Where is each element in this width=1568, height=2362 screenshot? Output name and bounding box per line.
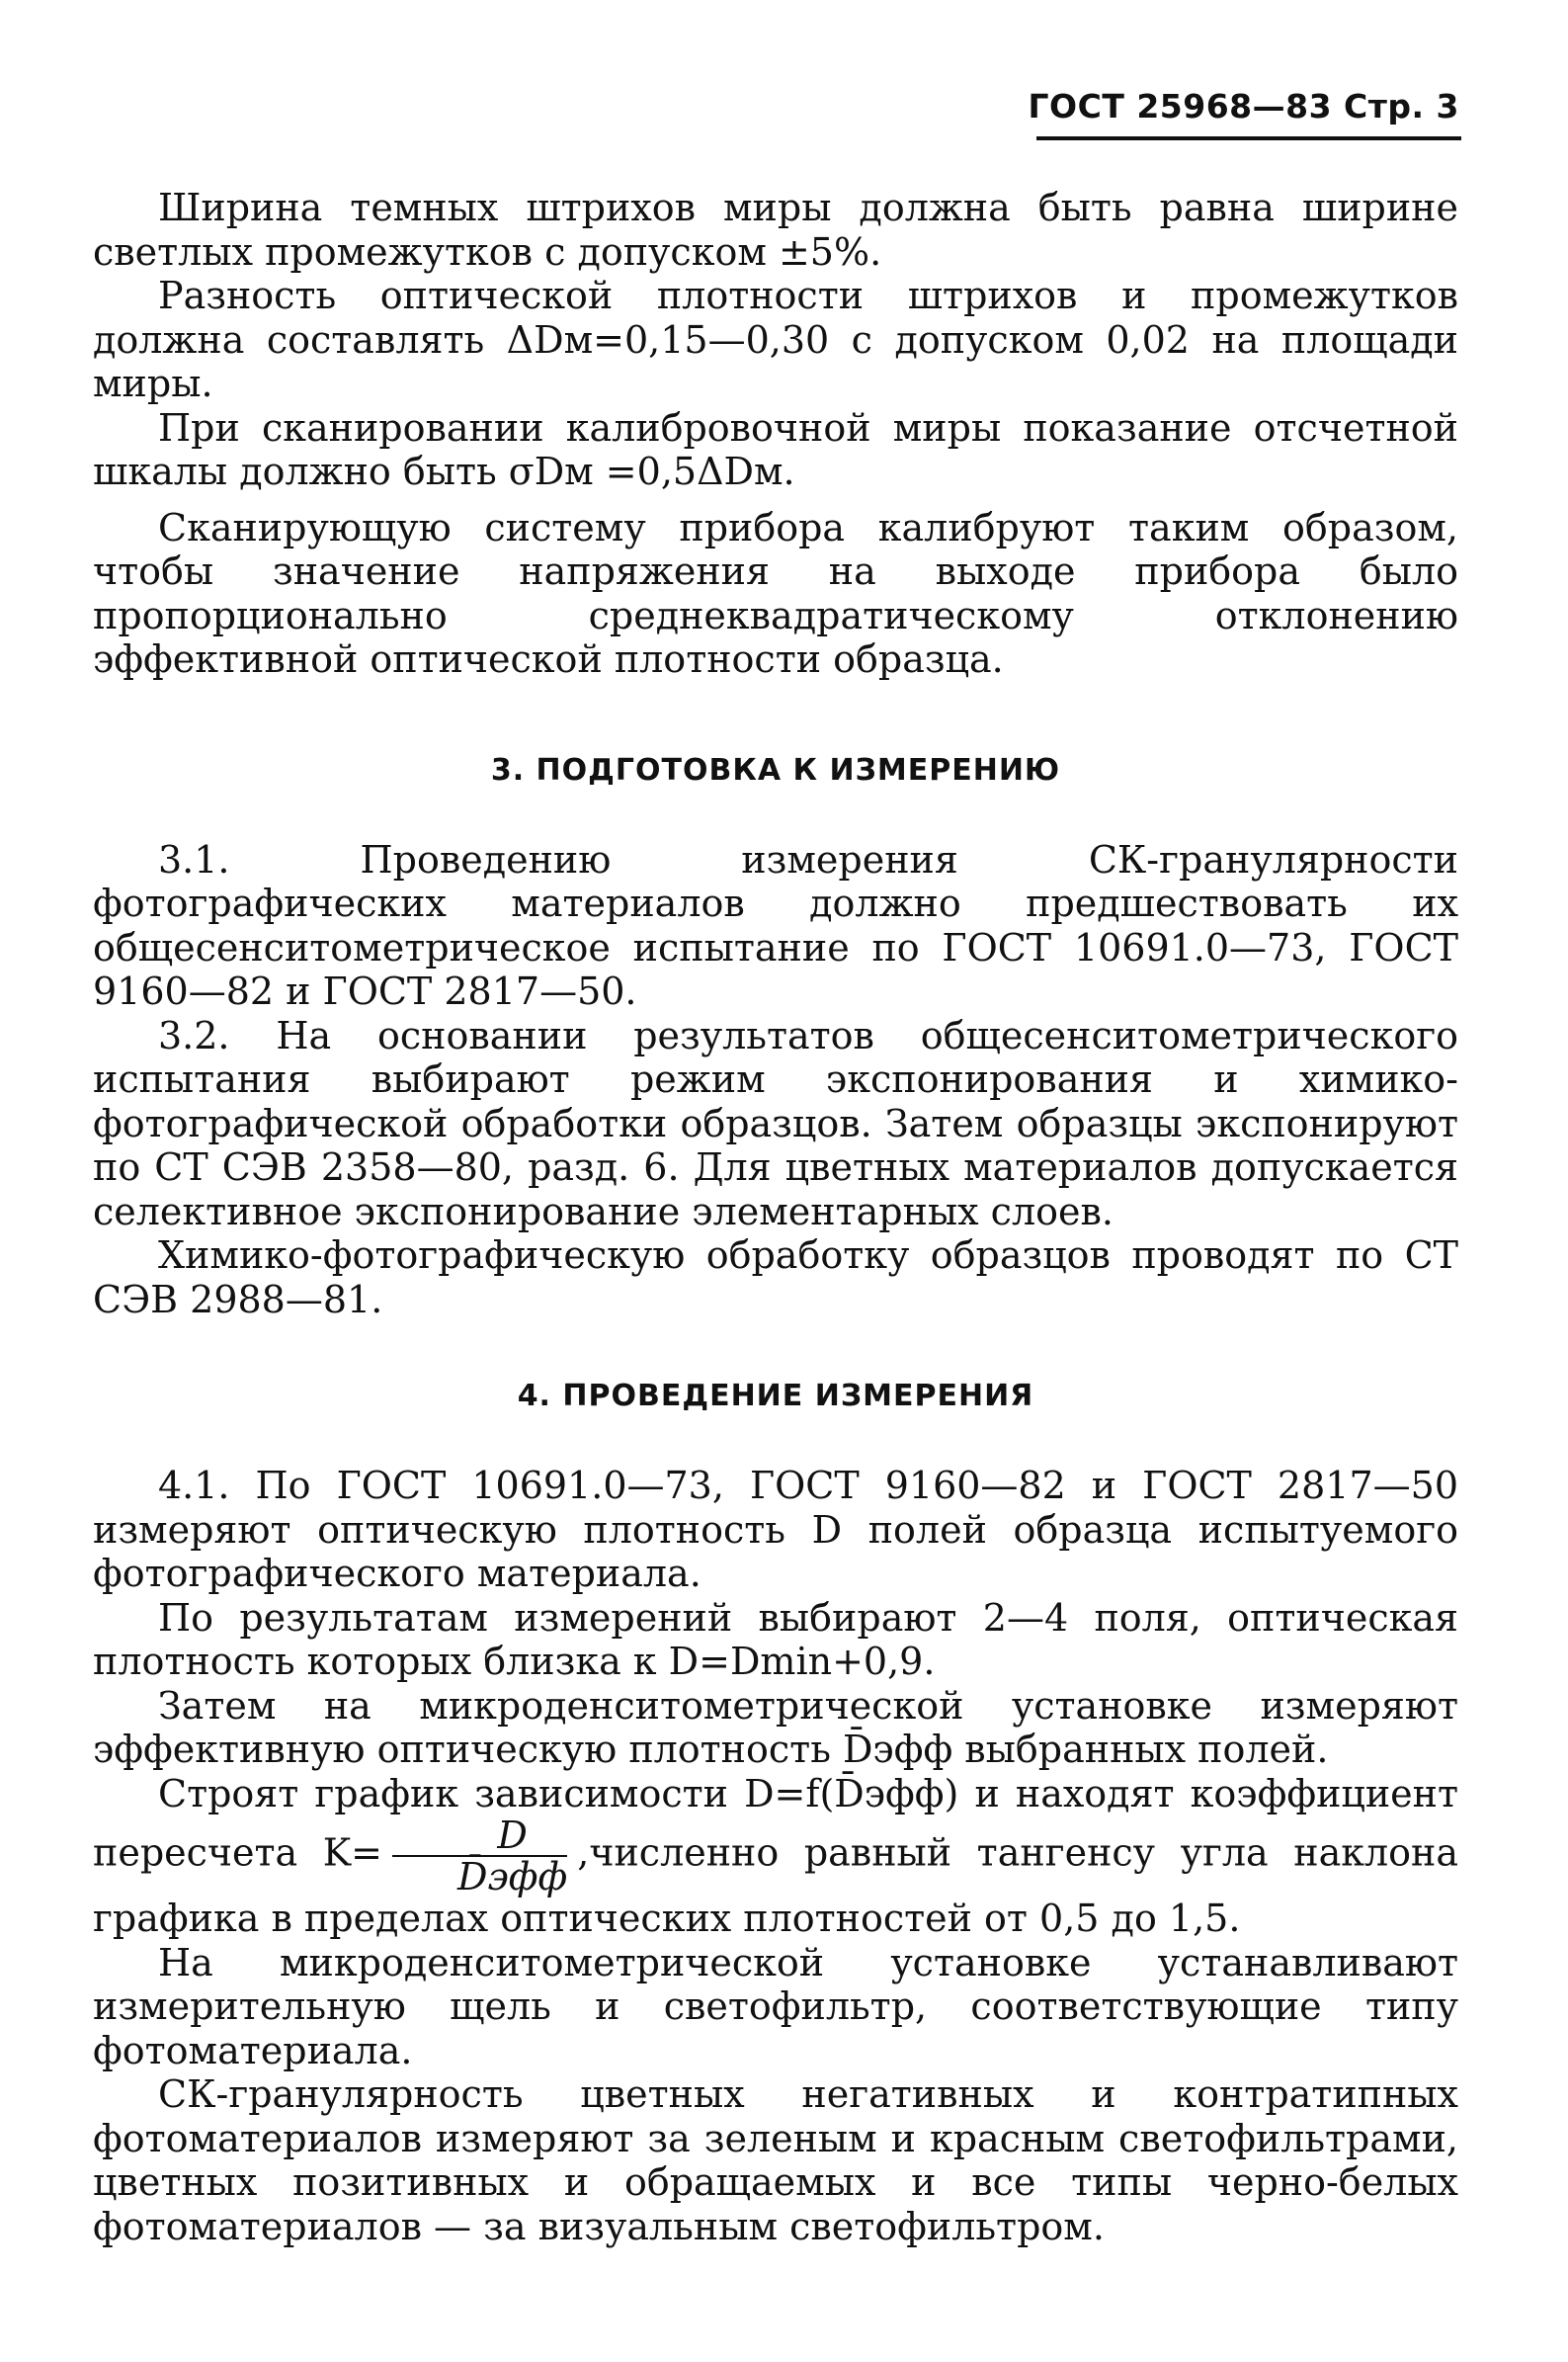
page-label: Стр. 3 — [1344, 87, 1459, 126]
paragraph: Химико-фотографическую обработку образцов проводят по СТ СЭВ 2988—81. — [93, 1233, 1458, 1321]
paragraph: Затем на микроденситометрической установке измеряют эффективную оптическую плотность D̄эфф выбранных полей. — [93, 1683, 1458, 1771]
paragraph: 3.1. Проведению измерения СК-гранулярности фотографических материалов должно предшествовать их общесенситометрическое испытание по ГОСТ 10691.0—73, ГОСТ 9160—82 и ГОСТ 2817—50. — [93, 837, 1458, 1013]
paragraph: СК-гранулярность цветных негативных и контратипных фотоматериалов измеряют за зеленым и красным светофильтрами, цветных позитивных и обращаемых и все типы черно-белых фотоматериалов — за визуальным светофильтром. — [93, 2072, 1458, 2248]
formula-text-before: Строят график зависимости D=f(D̄эфф) и находят коэффициент пересчета K= — [93, 1771, 1458, 1875]
paragraph: Ширина темных штрихов миры должна быть равна ширине светлых промежутков с допуском ±5%. — [93, 186, 1458, 274]
paragraph: По результатам измерений выбирают 2—4 поля, оптическая плотность которых близка к D=Dmin+0,9. — [93, 1595, 1458, 1683]
header-rule — [1036, 136, 1461, 140]
doc-code: ГОСТ 25968—83 — [1028, 87, 1333, 126]
paragraph: 4.1. По ГОСТ 10691.0—73, ГОСТ 9160—82 и ГОСТ 2817—50 измеряют оптическую плотность D полей образца испытуемого фотографического материала. — [93, 1464, 1458, 1595]
paragraph-with-formula — [93, 1772, 1458, 1941]
paragraph: Разность оптической плотности штрихов и промежутков должна составлять ΔDм=0,15—0,30 с допуском 0,02 на площади миры. — [93, 274, 1458, 405]
page-header — [1029, 87, 1459, 126]
fraction-denominator: D̄эфф — [457, 1855, 568, 1898]
section-4-heading: 4. ПРОВЕДЕНИЕ ИЗМЕРЕНИЯ — [517, 1379, 1034, 1413]
section-3-heading: 3. ПОДГОТОВКА К ИЗМЕРЕНИЮ — [490, 752, 1061, 788]
paragraph: 3.2. На основании результатов общесенситометрического испытания выбирают режим экспонирования и химико-фотографической обработки образцов. Затем образцы экспонируют по СТ СЭВ 2358—80, разд. 6. Для цветных материалов допускается селективное экспонирование элементарных слоев. — [93, 1013, 1458, 1233]
document-body — [93, 186, 1458, 2248]
paragraph: При сканировании калибровочной миры показание отсчетной шкалы должно быть σDм =0,5ΔDм. — [93, 405, 1458, 493]
formula-text-after: ,численно равный тангенсу угла наклона графика в пределах оптических плотностей от 0,5 до 1,5. — [93, 1830, 1458, 1940]
fraction-numerator: D — [392, 1815, 567, 1857]
paragraph: На микроденситометрической установке устанавливают измерительную щель и светофильтр, соответствующие типу фотоматериала. — [93, 1940, 1458, 2072]
coefficient-fraction — [392, 1815, 567, 1897]
paragraph: Сканирующую систему прибора калибруют таким образом, чтобы значение напряжения на выходе прибора было пропорционально среднеквадратическому отклонению эффективной оптической плотности образца. — [93, 505, 1458, 681]
